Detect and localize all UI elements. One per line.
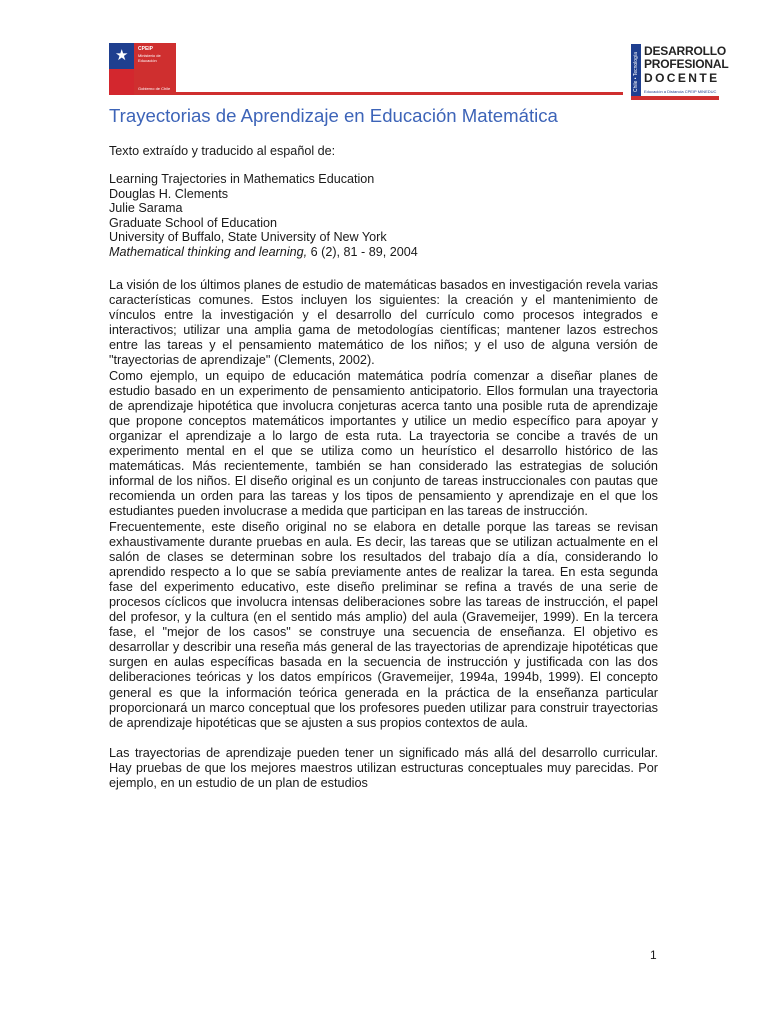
logo-tagline: Educación a Distancia CPEIP MINEDUC: [644, 89, 717, 94]
desarrollo-docente-logo: [631, 44, 729, 100]
logo-line1: Ministerio de: [138, 53, 161, 58]
header-rule: [176, 92, 623, 95]
body-text: [109, 278, 658, 791]
paragraph: Como ejemplo, un equipo de educación matemática podría comenzar a diseñar planes de estudio basado en un experimento de pensamiento anticipatorio. Ellos formulan una trayectoria de aprendizaje hipotética que involucra conjeturas acerca tanto una posible ruta de aprendizaje que propone conceptos matemáticos importantes y utilice un medio específico para apoyar y organizar el aprendizaje a lo largo de esta ruta. La trayectoria se concibe a través de un experimento mental en el que se utiliza como un heurístico el desarrollo histórico de las matemáticas. Más recientemente, también se han considerado las estrategias de solución informal de los niños. El diseño original es un conjunto de tareas instruccionales con pautas que recomienda un orden para las tareas y los tipos de pensamiento y aprendizaje en el que los estudiantes pueden involucrase a medida que participan en las tareas de instrucción.: [109, 368, 658, 519]
paragraph: Frecuentemente, este diseño original no se elabora en detalle porque las tareas se revisan exhaustivamente durante pruebas en aula. Es decir, las tareas que se utilizan actualmente en el salón de clases se determinan sobre los resultados del trabajo día a día, considerando lo aprendido respecto a lo que se sabía previamente antes de realizar la tarea. En esta segunda fase del experimento educativo, este diseño preliminar se refina a través de una serie de procesos cíclicos que involucra intensas deliberaciones sobre las tareas de instrucción, el papel del profesor, y la cultura (en el sentido más amplio) del aula (Gravemeijer, 1999). En la tercera fase, el "mejor de los casos" se construye una secuencia de enseñanza. El objetivo es desarrollar y describir una reseña más general de las trayectorias de aprendizaje hipotéticas que surgen en aulas específicas basada en la secuencia de instrucción y justificada con las dos deliberaciones teóricas y los datos empíricos (Gravemeijer, 1994a, 1994b, 1999). El concepto general es que la información teórica generada en la práctica de la enseñanza particular proporcionará un marco conceptual que los profesores pueden utilizar para construir trayectorias de aprendizaje hipotéticas que se ajusten a sus propios contextos de aula.: [109, 519, 658, 730]
logo-word-2: PROFESIONAL: [644, 57, 729, 71]
page-number: 1: [650, 948, 657, 962]
reference-author-2: Julie Sarama: [109, 201, 183, 216]
intro-line: Texto extraído y traducido al español de:: [109, 144, 336, 158]
logo-word-1: DESARROLLO: [644, 44, 727, 58]
reference-author-1: Douglas H. Clements: [109, 186, 228, 201]
page-header: [0, 0, 768, 100]
reference-citation: [109, 245, 418, 260]
document-title: Trayectorias de Aprendizaje en Educación Matemática: [109, 105, 558, 126]
reference-school: Graduate School of Education: [109, 215, 278, 230]
reference-university: University of Buffalo, State University of New York: [109, 230, 387, 245]
cpeip-logo: [109, 43, 176, 95]
paragraph: La visión de los últimos planes de estudio de matemáticas basados en investigación revela varias características comunes. Estos incluyen los siguientes: la creación y el mantenimiento de vínculos entre la investigación y el desarrollo del currículo como procesos integrados e interactivos; utilizar una amplia gama de metodologías científicas; mantener lazos estrechos entre las tareas y el pensamiento matemático de los niños; y el uso de alguna versión de "trayectorias de aprendizaje" (Clements, 2002).: [109, 278, 658, 368]
logo-line2: Educación: [138, 58, 157, 63]
star-icon: ★: [115, 47, 129, 64]
journal-name: Mathematical thinking and learning,: [109, 244, 308, 259]
citation-details: 6 (2), 81 - 89, 2004: [307, 244, 418, 259]
paragraph: Las trayectorias de aprendizaje pueden tener un significado más allá del desarrollo curricular. Hay pruebas de que los mejores maestros utilizan estructuras conceptuales muy parecidas. Por ejemplo, en un estudio de un plan de estudios: [109, 745, 658, 790]
logo-acronym: CPEIP: [138, 46, 154, 52]
logo-side-text: Chile • Tecnología: [633, 51, 639, 93]
logo-word-3: DOCENTE: [644, 71, 720, 85]
reference-block: [109, 172, 418, 260]
logo-footer: Gobierno de Chile: [138, 86, 171, 91]
reference-title: Learning Trajectories in Mathematics Education: [109, 172, 375, 186]
